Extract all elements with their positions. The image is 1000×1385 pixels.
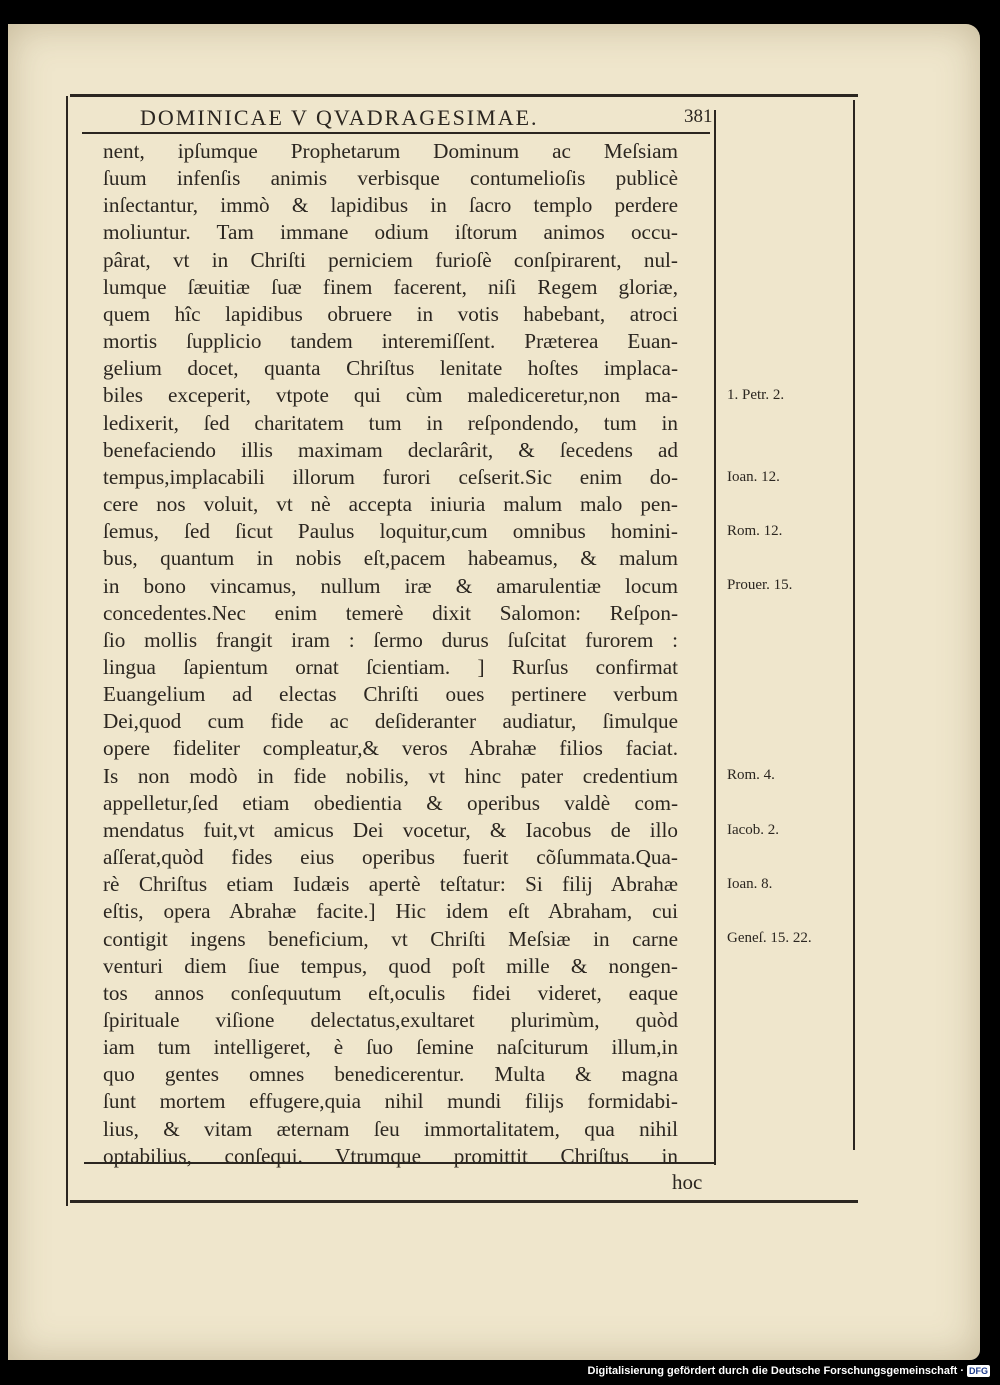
catchword: hoc bbox=[672, 1170, 703, 1194]
margin-column-right-line bbox=[853, 100, 855, 1150]
text-line: ſpirituale viſione delectatus,exultaret plurimùm, quòd bbox=[103, 1008, 678, 1032]
text-line: pârat, vt in Chriſti perniciem furioſè conſpirarent, nul- bbox=[103, 247, 678, 272]
text-line: Is non modò in fide nobilis, vt hinc pater credentium bbox=[103, 763, 678, 788]
margin-reference: Rom. 12. bbox=[727, 523, 783, 540]
text-line: Euangelium ad electas Chriſti oues pertinere verbum bbox=[103, 682, 678, 707]
text-line: iam tum intelligeret, è ſuo ſemine naſciturum illum,in bbox=[103, 1035, 678, 1060]
text-line: ledixerit, ſed charitatem tum in reſpondendo, tum in bbox=[103, 410, 678, 435]
text-line: rè Chriſtus etiam Iudæis apertè teſtatur: Si filij Abrahæ bbox=[103, 872, 678, 897]
text-line: in bono vincamus, nullum iræ & amarulentiæ locum bbox=[103, 573, 678, 598]
text-line: quem hîc lapidibus obruere in votis habebant, atroci bbox=[103, 301, 678, 326]
text-line: eſtis, opera Abrahæ facite.] Hic idem eſt Abraham, cui bbox=[103, 899, 678, 924]
running-title: DOMINICAE V QVADRAGESIMAE. bbox=[140, 105, 539, 130]
text-line: inſectantur, immò & lapidibus in ſacro templo perdere bbox=[103, 193, 678, 218]
text-line: ſio mollis frangit iram : ſermo durus ſuſcitat furorem : bbox=[103, 627, 678, 652]
text-line: benefaciendo illis maximam declarârit, & ſecedens ad bbox=[103, 437, 678, 462]
page-number: 381 bbox=[684, 106, 713, 127]
margin-reference: Iacob. 2. bbox=[727, 821, 780, 838]
text-line: ſuum infenſis animis verbisque contumelioſis publicè bbox=[103, 166, 678, 191]
text-line: lingua ſapientum ornat ſcientiam. ] Rurſus confirmat bbox=[103, 654, 678, 679]
margin-reference: Ioan. 12. bbox=[727, 468, 780, 485]
text-line: quo gentes omnes benedicerentur. Multa & magna bbox=[103, 1062, 678, 1087]
text-line: lumque ſæuitiæ ſuæ finem facerent, niſi Regem gloriæ, bbox=[103, 274, 678, 299]
text-column-right-line bbox=[714, 110, 716, 1165]
text-line: optabilius, conſequi. Vtrumque promittit Chriſtus in bbox=[103, 1143, 678, 1168]
margin-reference: 1. Petr. 2. bbox=[727, 387, 785, 404]
credit-text: Digitalisierung gefördert durch die Deutsche Forschungsgemeinschaft bbox=[587, 1365, 958, 1377]
text-line: cere nos voluit, vt nè accepta iniuria malum malo pen- bbox=[103, 492, 678, 517]
left-frame-line bbox=[66, 96, 68, 1206]
text-line: ſunt mortem effugere,quia nihil mundi filijs formidabi- bbox=[103, 1089, 678, 1114]
credit-separator: · bbox=[960, 1365, 964, 1377]
bottom-rule bbox=[70, 1200, 858, 1203]
text-line: tos annos conſequutum eſt,oculis fidei videret, eaque bbox=[103, 980, 678, 1005]
text-line: opere fideliter compleatur,& veros Abrahæ filios faciat. bbox=[103, 736, 678, 761]
text-line: bus, quantum in nobis eſt,pacem habeamus, & malum bbox=[103, 546, 678, 571]
margin-reference: Prouer. 15. bbox=[727, 577, 793, 594]
margin-reference: Rom. 4. bbox=[727, 767, 775, 784]
header-underline bbox=[82, 132, 710, 134]
text-line: moliuntur. Tam immane odium iſtorum animos occu- bbox=[103, 220, 678, 245]
text-line: mendatus fuit,vt amicus Dei vocetur, & Iacobus de illo bbox=[103, 817, 678, 842]
dfg-logo: DFG bbox=[969, 1366, 988, 1376]
text-line: tempus,implacabili illorum furori ceſserit.Sic enim do- bbox=[103, 464, 678, 489]
margin-reference: Ioan. 8. bbox=[727, 876, 773, 893]
main-text-column bbox=[103, 138, 678, 1170]
top-rule bbox=[70, 94, 858, 97]
text-line: lius, & vitam æternam ſeu immortalitatem, qua nihil bbox=[103, 1116, 678, 1141]
text-line: concedentes.Nec enim temerè dixit Salomon: Reſpon- bbox=[103, 600, 678, 625]
text-line: biles exceperit, vtpote qui cùm malediceretur,non ma- bbox=[103, 383, 678, 408]
text-line: appelletur,ſed etiam obedientia & operibus valdè com- bbox=[103, 790, 678, 815]
text-line: ſemus, ſed ſicut Paulus loquitur,cum omnibus homini- bbox=[103, 519, 678, 544]
text-line: nent, ipſumque Prophetarum Dominum ac Meſsiam bbox=[103, 139, 678, 163]
text-line: gelium docet, quanta Chriſtus lenitate hoſtes implaca- bbox=[103, 356, 678, 381]
text-line: mortis ſupplicio tandem interemiſſent. Præterea Euan- bbox=[103, 329, 678, 354]
margin-reference: Geneſ. 15. 22. bbox=[727, 930, 812, 947]
text-line: Dei,quod cum fide ac deſideranter audiatur, ſimulque bbox=[103, 709, 678, 734]
text-line: venturi diem ſiue tempus, quod poſt mille & nongen- bbox=[103, 953, 678, 978]
text-line: contigit ingens beneficium, vt Chriſti Meſsiæ in carne bbox=[103, 926, 678, 951]
text-line: aſſerat,quòd fides eius operibus fuerit cõſummata.Qua- bbox=[103, 845, 678, 870]
digitization-credit bbox=[588, 1363, 990, 1379]
